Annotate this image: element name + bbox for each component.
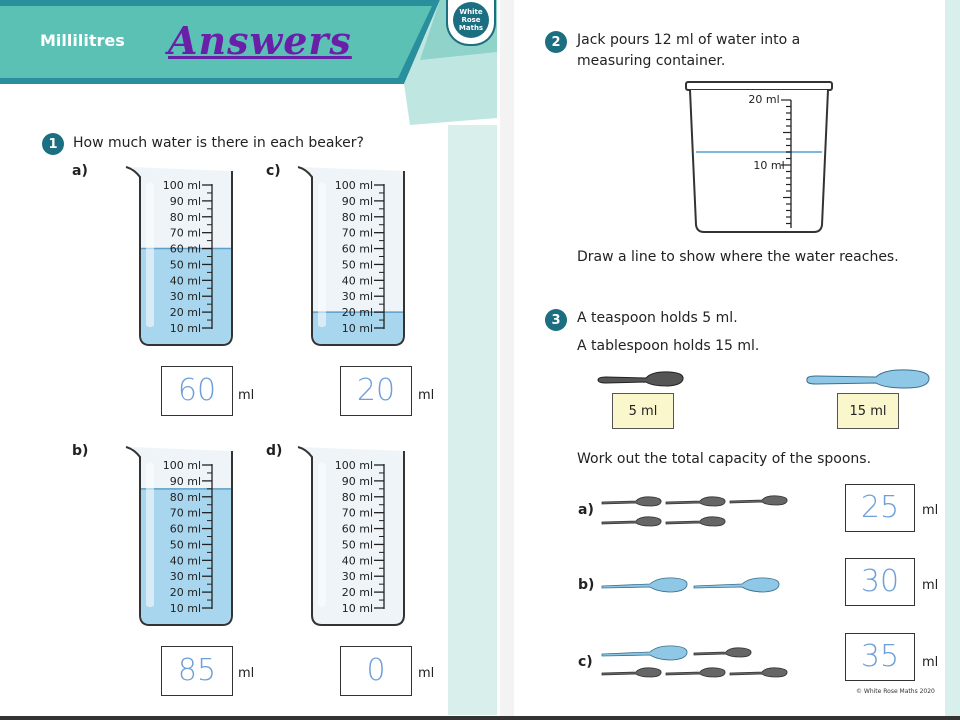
answer-box-a[interactable] (161, 366, 233, 416)
scale-label: 80 ml (169, 490, 201, 504)
scale-label: 80 ml (169, 210, 201, 224)
scale-label: 100 ml (334, 459, 373, 472)
unit-c: ml (418, 388, 435, 403)
part-c-spoons (600, 640, 800, 684)
tablespoon-icon (804, 367, 932, 391)
question-3-instruction: Work out the total capacity of the spoons. (577, 451, 872, 467)
left-page-margin-strip (448, 125, 497, 715)
beaker-b-letter: b) (72, 443, 89, 459)
answer-b-value: 85 (177, 653, 217, 688)
scale-label: 70 ml (169, 226, 201, 240)
answer-box-b[interactable] (161, 646, 233, 696)
scale-label: 80 ml (341, 490, 373, 504)
part-c-letter: c) (578, 654, 593, 670)
beaker-a-letter: a) (72, 163, 88, 179)
scale-label: 70 ml (341, 226, 373, 240)
teaspoon-icon (730, 668, 787, 677)
unit-3b: ml (922, 578, 939, 593)
unit-a: ml (238, 388, 255, 403)
right-page-margin-strip (945, 0, 960, 720)
scale-label: 50 ml (169, 538, 201, 552)
question-1-text: How much water is there in each beaker? (73, 135, 364, 151)
scale-label: 50 ml (341, 258, 373, 272)
container-label-20: 20 ml (748, 93, 780, 106)
scale-label: 90 ml (169, 474, 201, 488)
beaker-c-letter: c) (266, 163, 281, 179)
scale-label: 90 ml (341, 194, 373, 208)
scale-label: 50 ml (341, 538, 373, 552)
unit-b: ml (238, 666, 255, 681)
question-2-instruction: Draw a line to show where the water reaches. (577, 249, 899, 265)
tablespoon-label-box: 15 ml (837, 393, 899, 429)
scale-label: 10 ml (169, 602, 201, 615)
teaspoon-icon (596, 367, 686, 391)
part-b-spoons (600, 572, 790, 598)
scale-label: 70 ml (169, 506, 201, 520)
unit-d: ml (418, 666, 435, 681)
part-a-letter: a) (578, 502, 594, 518)
answer-3a-value: 25 (860, 490, 900, 525)
teaspoon-icon (666, 668, 725, 677)
scale-label: 20 ml (169, 586, 201, 600)
answers-heading: Answers (168, 18, 352, 63)
scale-label: 100 ml (334, 179, 373, 192)
teaspoon-label-box: 5 ml (612, 393, 674, 429)
answer-box-c[interactable] (340, 366, 412, 416)
teaspoon-icon (694, 648, 751, 657)
answer-3b-value: 30 (860, 564, 900, 599)
scale-label: 80 ml (341, 210, 373, 224)
scale-label: 100 ml (162, 459, 201, 472)
answer-a-value: 60 (177, 373, 217, 408)
scale-label: 30 ml (341, 570, 373, 584)
page-title: Millilitres (40, 31, 125, 50)
scale-label: 90 ml (341, 474, 373, 488)
beaker-d (292, 443, 407, 628)
unit-3c: ml (922, 655, 939, 670)
teaspoon-icon (602, 517, 661, 526)
question-2-number: 2 (545, 31, 567, 53)
scale-label: 10 ml (341, 322, 373, 335)
page-gutter (500, 0, 514, 720)
beaker-a (120, 163, 235, 348)
scale-label: 90 ml (169, 194, 201, 208)
tablespoon-icon (694, 578, 779, 592)
measuring-container (684, 80, 834, 238)
container-label-10: 10 ml (753, 159, 785, 172)
answer-c-value: 20 (356, 373, 396, 408)
answer-box-3c[interactable] (845, 633, 915, 681)
question-3-number: 3 (545, 309, 567, 331)
scale-label: 60 ml (169, 522, 201, 536)
answer-3c-value: 35 (860, 639, 900, 674)
scale-label: 60 ml (341, 522, 373, 536)
scale-label: 40 ml (341, 274, 373, 288)
white-rose-logo: White Rose Maths (446, 0, 496, 46)
teaspoon-icon (666, 517, 725, 526)
scale-label: 10 ml (341, 602, 373, 615)
answer-box-d[interactable] (340, 646, 412, 696)
scale-label: 50 ml (169, 258, 201, 272)
scale-label: 100 ml (162, 179, 201, 192)
question-2-line1: Jack pours 12 ml of water into a (577, 32, 801, 48)
teaspoon-icon (730, 496, 787, 505)
question-2-line2: measuring container. (577, 53, 726, 69)
teaspoon-icon (602, 497, 661, 506)
scale-label: 20 ml (341, 306, 373, 320)
scale-label: 10 ml (169, 322, 201, 335)
teaspoon-icon (602, 668, 661, 677)
answer-box-3b[interactable] (845, 558, 915, 606)
question-1-number: 1 (42, 133, 64, 155)
scale-label: 60 ml (169, 242, 201, 256)
beaker-d-letter: d) (266, 443, 283, 459)
scale-label: 40 ml (169, 274, 201, 288)
unit-3a: ml (922, 503, 939, 518)
question-3-line2: A tablespoon holds 15 ml. (577, 338, 760, 354)
beaker-c (292, 163, 407, 348)
answer-box-3a[interactable] (845, 484, 915, 532)
tablespoon-icon (602, 646, 687, 660)
scale-label: 20 ml (341, 586, 373, 600)
scale-label: 20 ml (169, 306, 201, 320)
scale-label: 60 ml (341, 242, 373, 256)
scale-label: 70 ml (341, 506, 373, 520)
beaker-b (120, 443, 235, 628)
scale-label: 30 ml (169, 290, 201, 304)
copyright: © White Rose Maths 2020 (856, 688, 935, 695)
scale-label: 30 ml (341, 290, 373, 304)
part-b-letter: b) (578, 577, 595, 593)
scale-label: 30 ml (169, 570, 201, 584)
part-a-spoons (600, 490, 800, 530)
teaspoon-icon (666, 497, 725, 506)
scale-label: 40 ml (341, 554, 373, 568)
scale-label: 40 ml (169, 554, 201, 568)
tablespoon-icon (602, 578, 687, 592)
question-3-line1: A teaspoon holds 5 ml. (577, 310, 738, 326)
answer-d-value: 0 (366, 653, 386, 688)
bottom-bar (0, 716, 960, 720)
